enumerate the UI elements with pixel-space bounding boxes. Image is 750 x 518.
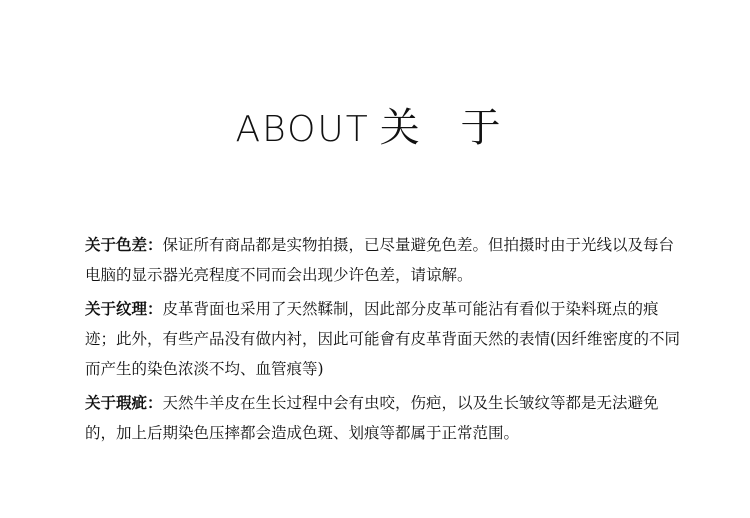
about-content — [85, 230, 685, 452]
page-title-latin: ABOUT — [235, 109, 370, 150]
section-label: 关于纹理： — [85, 299, 163, 318]
section-text: 天然牛羊皮在生长过程中会有虫咬，伤疤，以及生长皱纹等都是无法避免的，加上后期染色压摔都会造成色斑、划痕等都属于正常范围。 — [85, 394, 659, 442]
section-flaws — [85, 388, 685, 448]
page-title — [0, 105, 750, 151]
page-title-chinese: 关 于 — [379, 105, 515, 151]
section-texture — [85, 294, 685, 384]
section-text: 皮革背面也采用了天然鞣制，因此部分皮革可能沾有看似于染料斑点的痕迹；此外，有些产品没有做内衬，因此可能會有皮革背面天然的表情(因纤维密度的不同而产生的染色浓淡不均、血管痕等) — [85, 300, 681, 378]
section-label: 关于瑕疵： — [85, 393, 163, 412]
section-label: 关于色差： — [85, 235, 163, 254]
section-text: 保证所有商品都是实物拍摄，已尽量避免色差。但拍摄时由于光线以及每台电脑的显示器光亮程度不同而会出现少许色差，请谅解。 — [85, 236, 675, 284]
section-color-difference — [85, 230, 685, 290]
